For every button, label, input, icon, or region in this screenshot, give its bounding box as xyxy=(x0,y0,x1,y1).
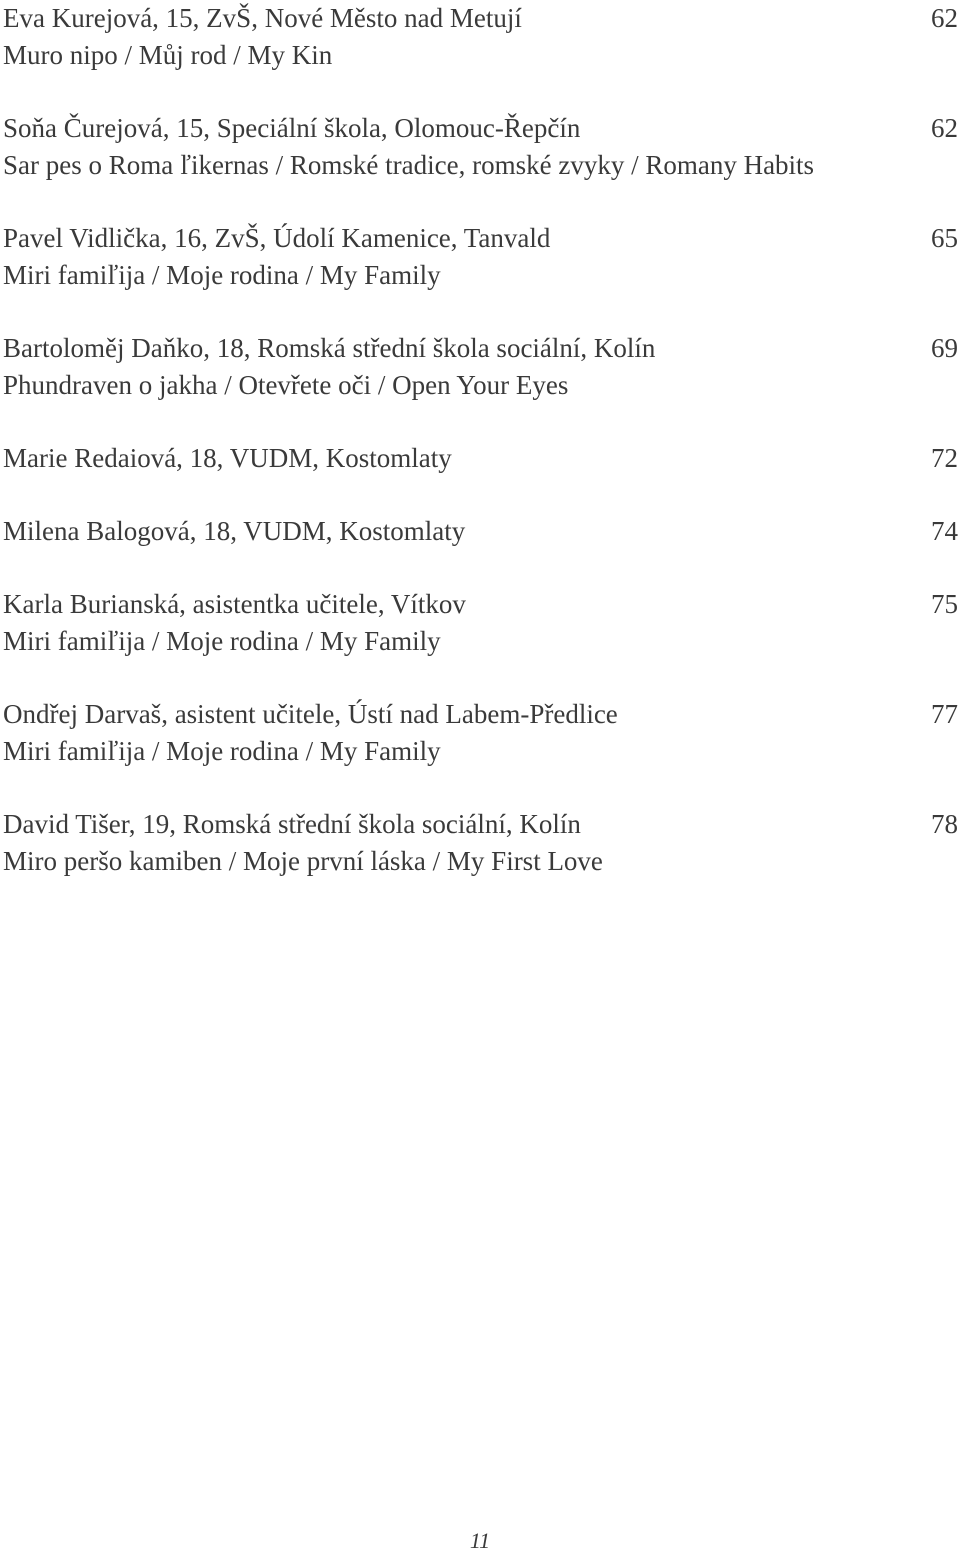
toc-page-number: 62 xyxy=(931,3,958,33)
toc-title: Miro peršo kamiben / Moje první láska / My First Love xyxy=(3,846,603,876)
toc-title: Miri famiľija / Moje rodina / My Family xyxy=(3,260,441,290)
toc-page-number: 74 xyxy=(931,516,958,546)
toc-title-line xyxy=(3,623,958,660)
toc-title-line xyxy=(3,37,958,74)
toc-page-number: 62 xyxy=(931,113,958,143)
toc-entry xyxy=(3,513,958,550)
toc-author: Ondřej Darvaš, asistent učitele, Ústí nad Labem-Předlice xyxy=(3,699,618,729)
toc-author-line xyxy=(3,0,958,37)
toc-entry xyxy=(3,0,958,74)
toc-author-line xyxy=(3,806,958,843)
toc-entry xyxy=(3,330,958,404)
toc-title: Phundraven o jakha / Otevřete oči / Open Your Eyes xyxy=(3,370,569,400)
table-of-contents xyxy=(3,0,958,916)
toc-author: Karla Burianská, asistentka učitele, Vítkov xyxy=(3,589,466,619)
toc-entry xyxy=(3,696,958,770)
toc-author: David Tišer, 19, Romská střední škola sociální, Kolín xyxy=(3,809,581,839)
toc-entry xyxy=(3,220,958,294)
toc-entry xyxy=(3,440,958,477)
toc-title-line xyxy=(3,367,958,404)
toc-author-line xyxy=(3,220,958,257)
toc-author: Bartoloměj Daňko, 18, Romská střední škola sociální, Kolín xyxy=(3,333,656,363)
toc-entry xyxy=(3,806,958,880)
toc-author: Soňa Čurejová, 15, Speciální škola, Olomouc-Řepčín xyxy=(3,113,581,143)
toc-page-number: 75 xyxy=(931,589,958,619)
toc-title-line xyxy=(3,843,958,880)
toc-author-line xyxy=(3,586,958,623)
toc-title: Sar pes o Roma ľikernas / Romské tradice, romské zvyky / Romany Habits xyxy=(3,150,815,180)
toc-page-number: 77 xyxy=(931,699,958,729)
toc-title: Miri famiľija / Moje rodina / My Family xyxy=(3,626,441,656)
toc-author-line xyxy=(3,110,958,147)
toc-entry xyxy=(3,110,958,184)
toc-author: Marie Redaiová, 18, VUDM, Kostomlaty xyxy=(3,443,452,473)
toc-page-number: 72 xyxy=(931,443,958,473)
toc-title-line xyxy=(3,147,958,184)
toc-page-number: 69 xyxy=(931,333,958,363)
toc-title: Miri famiľija / Moje rodina / My Family xyxy=(3,736,441,766)
toc-page-number: 78 xyxy=(931,809,958,839)
page-number: 11 xyxy=(469,1528,491,1553)
toc-author-line xyxy=(3,330,958,367)
toc-author-line xyxy=(3,696,958,733)
toc-author-line xyxy=(3,513,958,550)
toc-title: Muro nipo / Můj rod / My Kin xyxy=(3,40,333,70)
toc-page-number: 65 xyxy=(931,223,958,253)
toc-author-line xyxy=(3,440,958,477)
toc-title-line xyxy=(3,257,958,294)
toc-entry xyxy=(3,586,958,660)
toc-author: Eva Kurejová, 15, ZvŠ, Nové Město nad Metují xyxy=(3,3,522,33)
toc-title-line xyxy=(3,733,958,770)
toc-author: Milena Balogová, 18, VUDM, Kostomlaty xyxy=(3,516,466,546)
toc-author: Pavel Vidlička, 16, ZvŠ, Údolí Kamenice, Tanvald xyxy=(3,223,551,253)
